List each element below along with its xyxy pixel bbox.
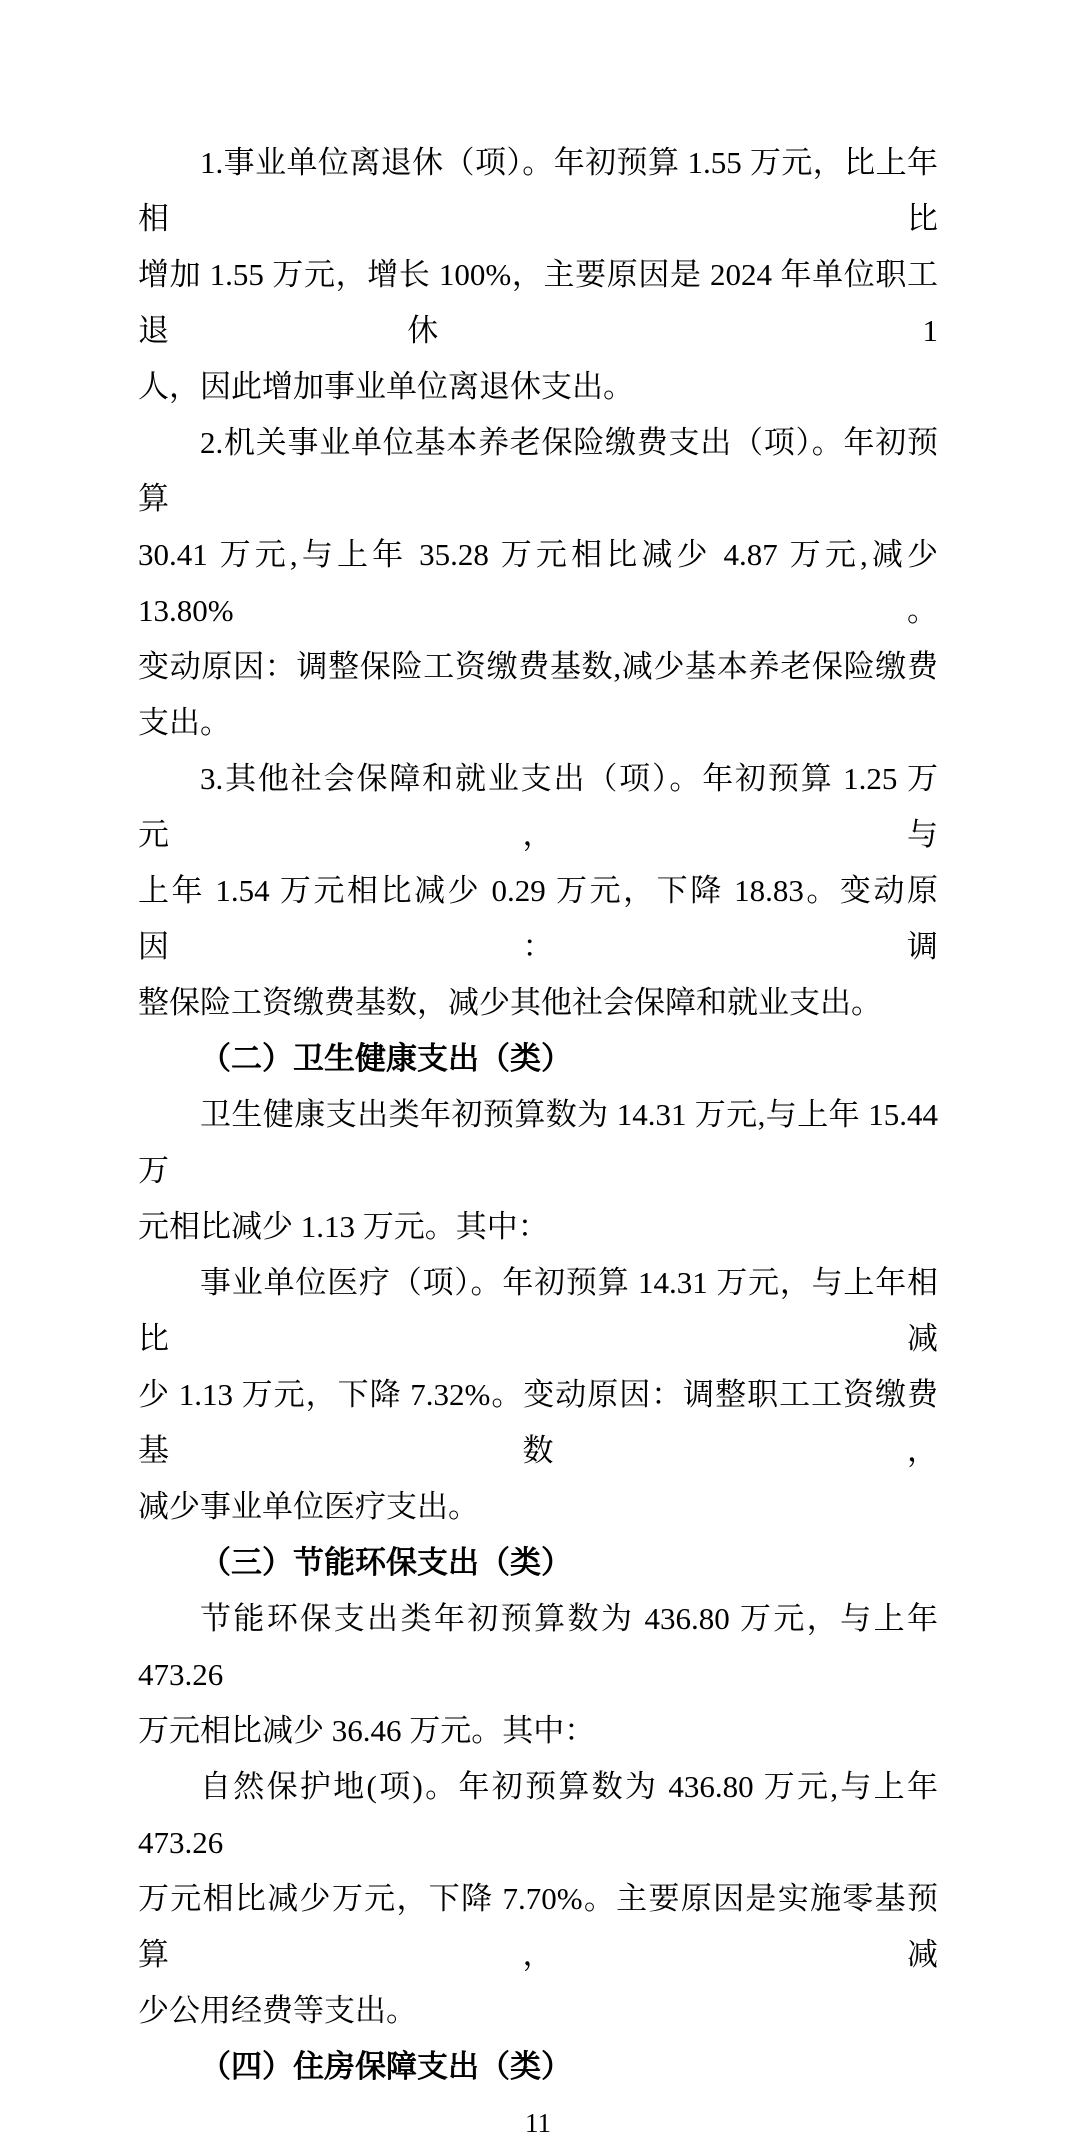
page-number: 11 [525,2108,551,2138]
paragraph [138,135,938,415]
document-body [138,135,938,2095]
text-line: 变动原因：调整保险工资缴费基数,减少基本养老保险缴费支出。 [138,649,938,740]
paragraph [138,415,938,751]
text-line: 自然保护地(项)。年初预算数为 436.80 万元,与上年 473.26 [138,1769,938,1860]
paragraph [138,1591,938,1759]
paragraph [138,1087,938,1255]
text-line: 2.机关事业单位基本养老保险缴费支出（项）。年初预算 [138,425,938,516]
section-heading [138,2039,938,2095]
text-line: 万元相比减少万元，下降 7.70%。主要原因是实施零基预算，减 [138,1881,938,1972]
text-line: 上年 1.54 万元相比减少 0.29 万元，下降 18.83。变动原因：调 [138,873,938,964]
text-line: 减少事业单位医疗支出。 [138,1489,479,1524]
section-heading [138,1031,938,1087]
text-line: 少 1.13 万元，下降 7.32%。变动原因：调整职工工资缴费基数， [138,1377,938,1468]
text-line: 1.事业单位离退休（项）。年初预算 1.55 万元，比上年相比 [138,145,938,236]
text-line: （四）住房保障支出（类） [200,2049,572,2084]
paragraph [138,1255,938,1535]
text-line: 事业单位医疗（项）。年初预算 14.31 万元，与上年相比减 [138,1265,938,1356]
text-line: （二）卫生健康支出（类） [200,1041,572,1076]
text-line: 30.41 万元,与上年 35.28 万元相比减少 4.87 万元,减少 13.80%。 [138,537,938,628]
text-line: 整保险工资缴费基数，减少其他社会保障和就业支出。 [138,985,882,1020]
paragraph [138,1759,938,2039]
text-line: 卫生健康支出类年初预算数为 14.31 万元,与上年 15.44 万 [138,1097,938,1188]
text-line: 增加 1.55 万元，增长 100%，主要原因是 2024 年单位职工退休 1 [138,257,938,348]
text-line: 万元相比减少 36.46 万元。其中： [138,1713,596,1748]
paragraph [138,751,938,1031]
section-heading [138,1535,938,1591]
text-line: 3.其他社会保障和就业支出（项）。年初预算 1.25 万元，与 [138,761,938,852]
text-line: 人，因此增加事业单位离退休支出。 [138,369,634,404]
text-line: 少公用经费等支出。 [138,1993,417,2028]
text-line: 节能环保支出类年初预算数为 436.80 万元，与上年 473.26 [138,1601,938,1692]
text-line: 元相比减少 1.13 万元。其中： [138,1209,549,1244]
text-line: （三）节能环保支出（类） [200,1545,572,1580]
